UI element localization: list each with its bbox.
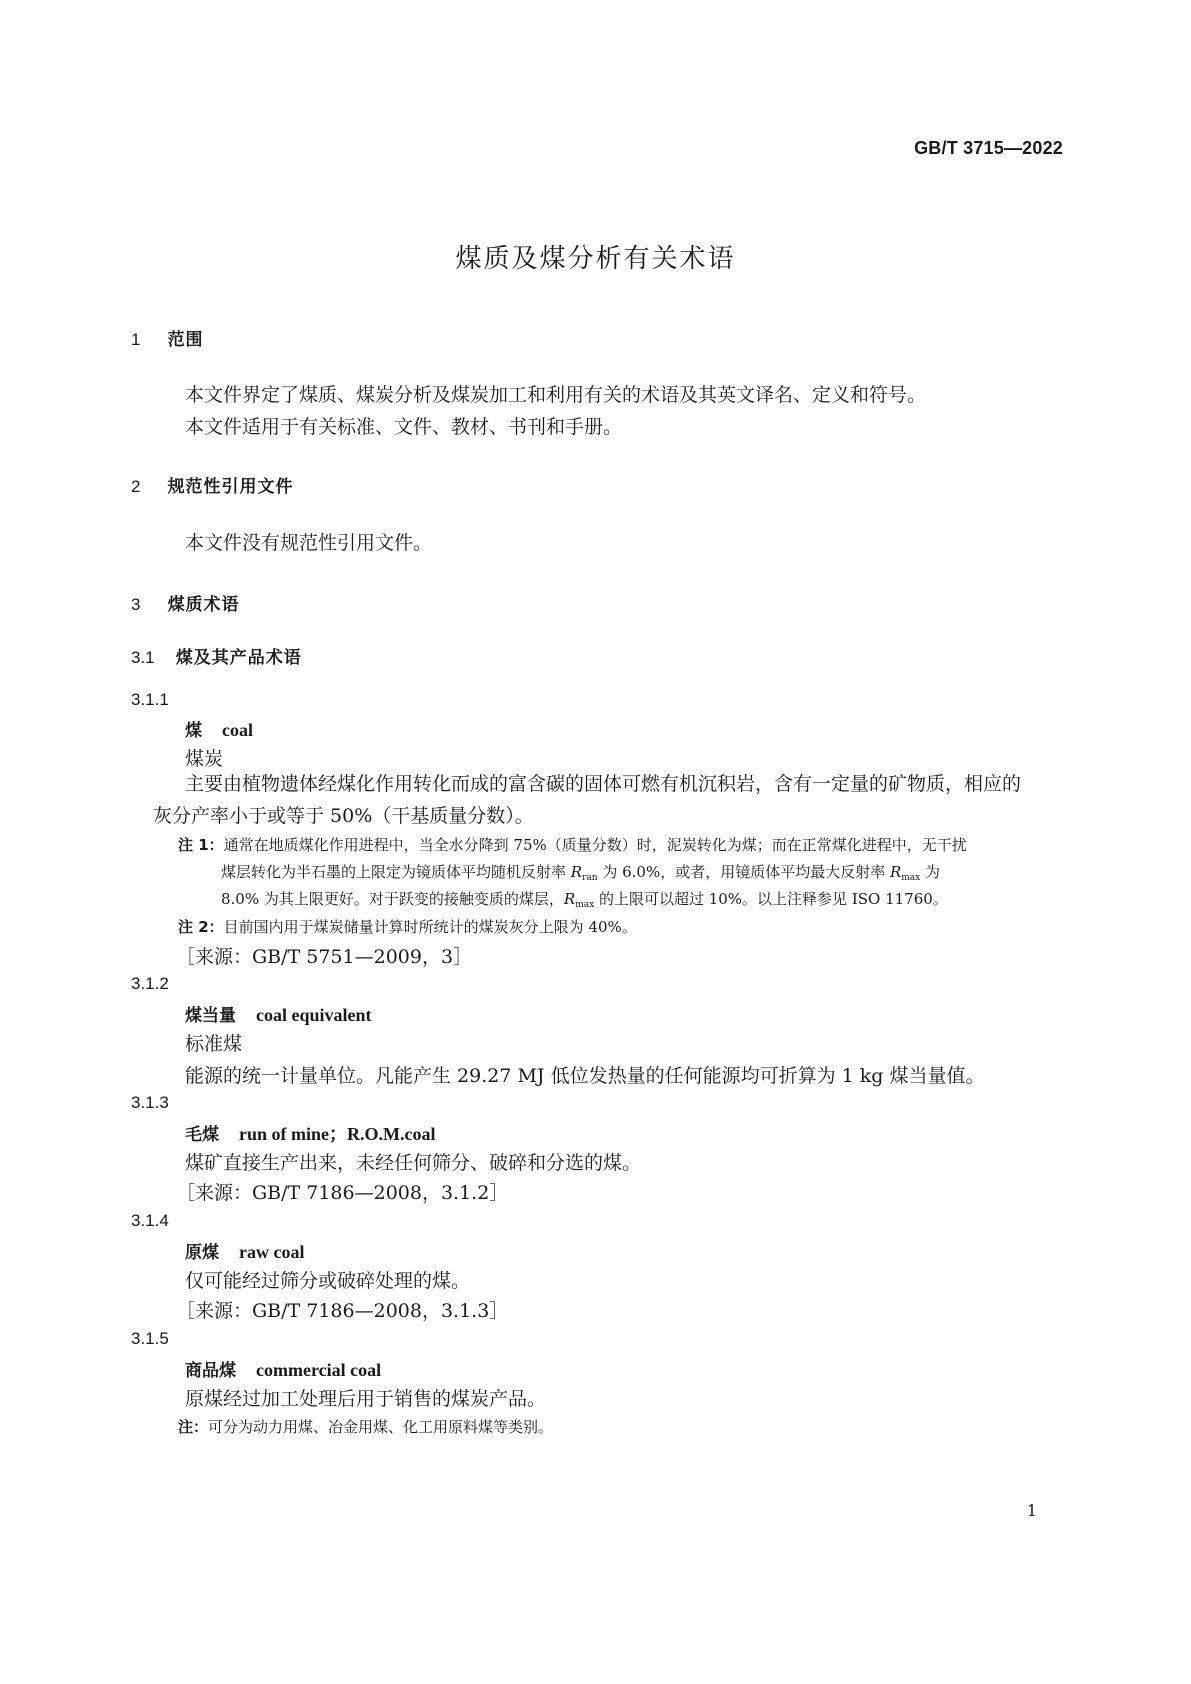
term-english: raw coal <box>239 1242 305 1262</box>
symbol-r: R <box>889 863 902 881</box>
term-chinese: 毛煤 <box>185 1125 219 1145</box>
term-source: ［来源：GB/T 5751—2009，3］ <box>176 946 473 968</box>
section-1-heading <box>131 325 204 350</box>
note-1-line-1 <box>178 834 967 855</box>
term-number: 3.1.4 <box>131 1211 169 1230</box>
note-2 <box>178 916 637 937</box>
section-1-paragraph-1: 本文件界定了煤质、煤炭分析及煤炭加工和利用有关的术语及其英文译名、定义和符号。 <box>185 384 927 406</box>
page-number: 1 <box>1026 1501 1037 1520</box>
note-text: 煤层转化为半石墨的上限定为镜质体平均随机反射率 <box>221 863 571 881</box>
term-heading <box>185 1356 381 1381</box>
symbol-r: R <box>570 863 583 881</box>
section-number: 1 <box>131 330 141 349</box>
term-chinese: 煤当量 <box>185 1006 236 1026</box>
term-definition: 能源的统一计量单位。凡能产生 29.27 MJ 低位发热量的任何能源均可折算为 1 kg 煤当量值。 <box>185 1065 985 1087</box>
note-text: 为 <box>920 863 941 881</box>
term-source: ［来源：GB/T 7186—2008，3.1.2］ <box>176 1182 509 1204</box>
note-text: 目前国内用于煤炭储量计算时所统计的煤炭灰分上限为 40%。 <box>223 918 637 936</box>
term-heading <box>185 1001 372 1026</box>
term-alternative: 煤炭 <box>185 748 224 770</box>
term-definition: 仅可能经过筛分或破碎处理的煤。 <box>185 1270 471 1292</box>
note-text: 为 6.0%，或者，用镜质体平均最大反射率 <box>597 863 890 881</box>
symbol-r: R <box>563 890 576 908</box>
note <box>178 1416 553 1437</box>
term-number: 3.1.5 <box>131 1329 169 1348</box>
term-number: 3.1.2 <box>131 974 169 993</box>
term-heading <box>185 1238 304 1263</box>
section-2-heading <box>131 472 294 497</box>
term-definition: 主要由植物遗体经煤化作用转化而成的富含碳的固体可燃有机沉积岩，含有一定量的矿物质，相应的灰分产率小于或等于 50%（干基质量分数）。 <box>153 773 1022 827</box>
document-title: 煤质及煤分析有关术语 <box>455 244 736 274</box>
note-text: 通常在地质煤化作用进程中，当全水分降到 75%（质量分数）时，泥炭转化为煤；而在正常煤化进程中，无干扰 <box>223 836 967 854</box>
section-number: 3.1 <box>131 648 155 667</box>
term-definition: 原煤经过加工处理后用于销售的煤炭产品。 <box>185 1388 547 1410</box>
subscript-max: max <box>575 900 595 910</box>
section-2-paragraph: 本文件没有规范性引用文件。 <box>185 532 433 554</box>
term-number: 3.1.3 <box>131 1093 169 1112</box>
term-chinese: 商品煤 <box>185 1361 236 1381</box>
note-label: 注 2： <box>178 918 224 936</box>
section-title: 规范性引用文件 <box>167 477 294 497</box>
term-number: 3.1.1 <box>131 690 169 709</box>
section-title: 煤质术语 <box>167 595 240 615</box>
section-1-paragraph-2: 本文件适用于有关标准、文件、教材、书刊和手册。 <box>185 416 623 438</box>
term-alternative: 标准煤 <box>185 1033 243 1055</box>
term-english: coal equivalent <box>256 1005 372 1025</box>
section-title: 煤及其产品术语 <box>175 648 302 668</box>
note-text: 可分为动力用煤、冶金用煤、化工用原料煤等类别。 <box>208 1418 554 1436</box>
subscript-max: max <box>901 873 921 883</box>
term-chinese: 原煤 <box>185 1243 219 1263</box>
section-number: 3 <box>131 595 141 614</box>
term-heading <box>185 1120 435 1146</box>
term-english: coal <box>222 720 253 740</box>
standard-code: GB/T 3715—2022 <box>914 138 1063 158</box>
term-definition: 煤矿直接生产出来，未经任何筛分、破碎和分选的煤。 <box>185 1152 642 1174</box>
section-3-1-heading <box>131 643 302 668</box>
note-1-line-3 <box>221 888 948 910</box>
term-chinese: 煤 <box>185 721 202 741</box>
section-number: 2 <box>131 477 141 496</box>
term-english: commercial coal <box>256 1360 382 1380</box>
note-label: 注 1： <box>178 836 224 854</box>
section-3-heading <box>131 590 240 615</box>
section-title: 范围 <box>167 330 204 350</box>
term-source: ［来源：GB/T 7186—2008，3.1.3］ <box>176 1300 509 1322</box>
note-1-line-2 <box>221 861 940 883</box>
note-label: 注： <box>178 1418 209 1436</box>
term-heading <box>185 716 253 741</box>
note-text: 8.0% 为其上限更好。对于跃变的接触变质的煤层， <box>221 890 564 908</box>
note-text: 的上限可以超过 10%。以上注释参见 ISO 11760。 <box>594 890 948 908</box>
subscript-ran: ran <box>582 873 598 883</box>
term-english: run of mine；R.O.M.coal <box>239 1124 436 1144</box>
